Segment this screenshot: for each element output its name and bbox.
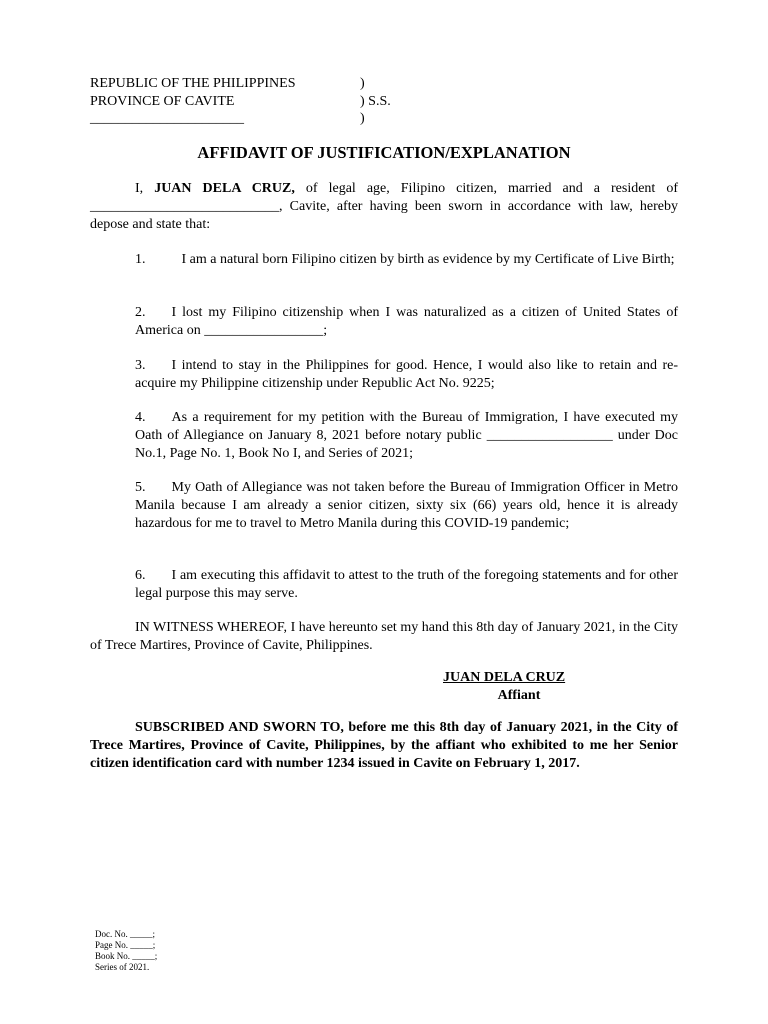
- notary-page-no: Page No. _____;: [95, 940, 156, 950]
- item-text: I intend to stay in the Philippines for good. Hence, I would also like to retain and re-acquire my Philippine citizenship under Republic Act No. 9225;: [135, 358, 678, 391]
- intro-paragraph: [90, 180, 678, 234]
- intro-text: of legal age, Filipino citizen, married and a resident of ___________________________, Cavite, after having been sworn in accordance with law, hereby depose and state that:: [90, 181, 679, 232]
- jurat-lead: SUBSCRIBED AND SWORN TO,: [135, 720, 344, 735]
- item-number: 1.: [135, 252, 146, 267]
- item-text: I lost my Filipino citizenship when I was naturalized as a citizen of United States of America on _________________;: [135, 305, 678, 338]
- venue-republic: REPUBLIC OF THE PHILIPPINES: [90, 76, 296, 91]
- item-text: I am executing this affidavit to attest to the truth of the foregoing statements and for other legal purpose this may serve.: [135, 568, 678, 601]
- item-number: 3.: [135, 358, 146, 373]
- item-number: 5.: [135, 480, 146, 495]
- witness-paragraph: IN WITNESS WHEREOF, I have hereunto set my hand this 8th day of January 2021, in the City of Trece Martires, Province of Cavite, Philippines.: [90, 620, 678, 653]
- intro-prefix: I,: [135, 181, 155, 196]
- signature-name: JUAN DELA CRUZ: [443, 670, 566, 685]
- jurat-text: before me this 8th day of January 2021, in the City of Trece Martires, Province of Cavite, Philippines, by the affiant who exhibited to me her Senior citizen identification card with number 1234 issued in Cavite on February 1, 2017.: [90, 720, 679, 771]
- item-3: [135, 357, 678, 393]
- venue-paren-3: ): [360, 111, 365, 126]
- item-2: [135, 304, 678, 340]
- notary-book-no: Book No. _____;: [95, 951, 158, 961]
- notary-doc-no: Doc. No. _____;: [95, 929, 155, 939]
- item-number: 6.: [135, 568, 146, 583]
- item-number: 2.: [135, 305, 146, 320]
- item-5: [135, 479, 678, 533]
- item-4: [135, 409, 678, 463]
- item-text: My Oath of Allegiance was not taken before the Bureau of Immigration Officer in Metro Manila because I am already a senior citizen, sixty six (66) years old, hence it is already hazardous for me to travel to Metro Manila during this COVID-19 pandemic;: [135, 480, 678, 531]
- notary-series: Series of 2021.: [95, 962, 150, 972]
- venue-paren-ss: ) S.S.: [360, 94, 391, 109]
- item-1: [135, 251, 678, 269]
- item-6: [135, 567, 678, 603]
- venue-province: PROVINCE OF CAVITE: [90, 94, 235, 109]
- jurat-paragraph: [90, 719, 678, 773]
- venue-city-blank: ______________________: [90, 111, 244, 126]
- signature-role: Affiant: [497, 688, 541, 703]
- venue-paren-1: ): [360, 76, 365, 91]
- document-title: AFFIDAVIT OF JUSTIFICATION/EXPLANATION: [197, 143, 571, 162]
- item-text: As a requirement for my petition with the Bureau of Immigration, I have executed my Oath of Allegiance on January 8, 2021 before notary public __________________ under Doc No.1, Page No. 1, Book No I, and Series of 2021;: [135, 410, 678, 461]
- affiant-name: JUAN DELA CRUZ,: [154, 181, 295, 196]
- item-text: I am a natural born Filipino citizen by birth as evidence by my Certificate of Live Birth;: [181, 252, 675, 267]
- item-number: 4.: [135, 410, 146, 425]
